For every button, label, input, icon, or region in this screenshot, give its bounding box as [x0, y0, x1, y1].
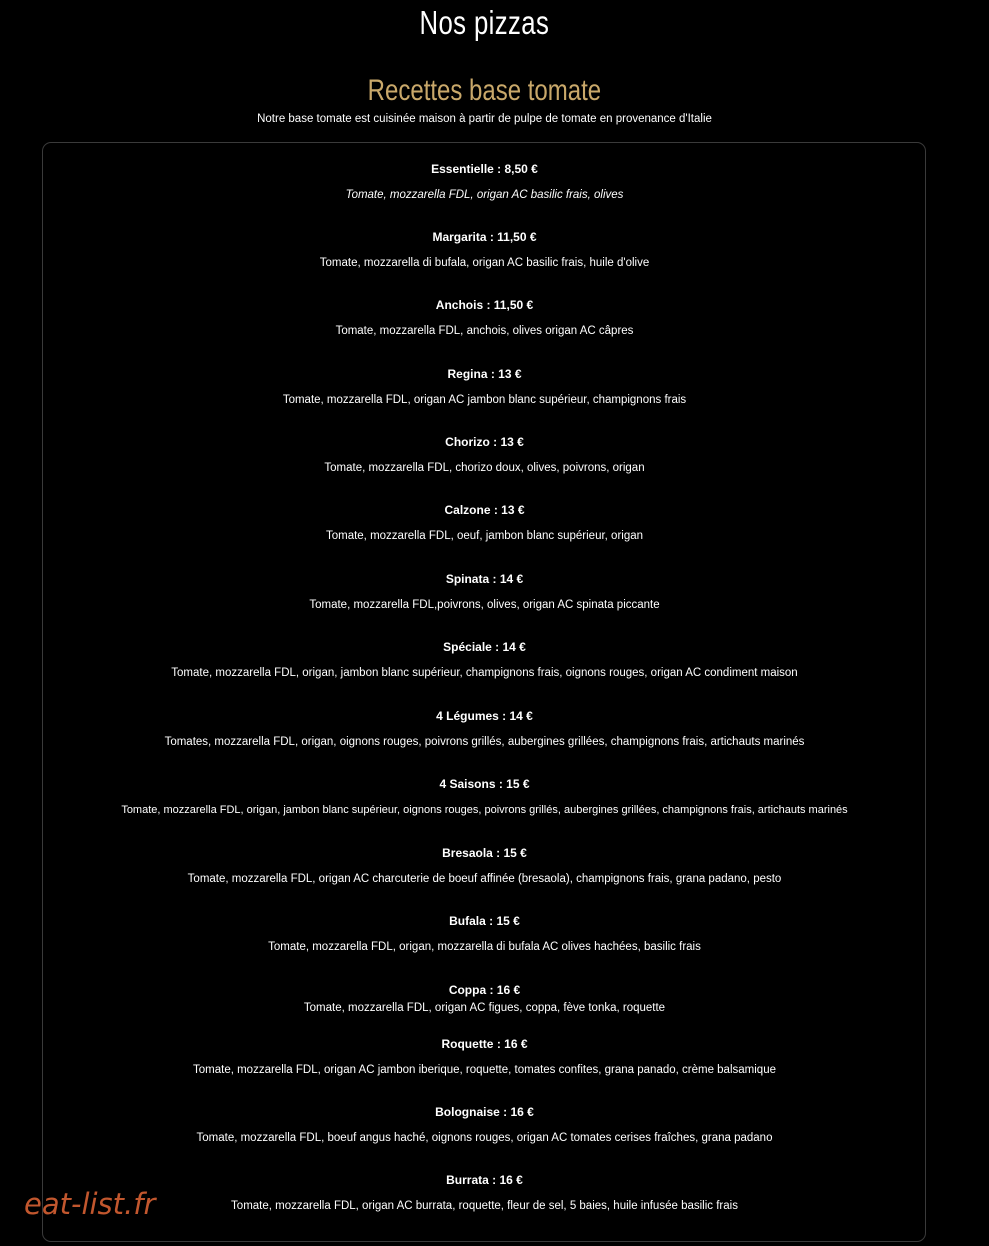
- menu-item-name: Spinata : 14 €: [445, 572, 524, 586]
- menu-item-description: Tomates, mozzarella FDL, origan, oignons rouges, poivrons grillés, aubergines grillées, champignons frais, artichauts marinés: [164, 736, 805, 748]
- menu-item-speciale: [0, 639, 969, 681]
- menu-item-description: Tomate, mozzarella FDL, boeuf angus haché, oignons rouges, origan AC tomates cerises fraîches, grana padano: [196, 1132, 773, 1144]
- menu-item-description: Tomate, mozzarella FDL, origan AC figues, coppa, fève tonka, roquette: [303, 1002, 666, 1014]
- menu-item-description: Tomate, mozzarella FDL, chorizo doux, olives, poivrons, origan: [324, 462, 645, 474]
- menu-item-description: Tomate, mozzarella FDL, anchois, olives origan AC câpres: [335, 325, 634, 337]
- section-subtitle: Notre base tomate est cuisinée maison à partir de pulpe de tomate en provenance d'Italie: [257, 113, 712, 125]
- menu-item-name: Anchois : 11,50 €: [435, 298, 534, 312]
- menu-item-spinata: [0, 571, 969, 613]
- menu-item-name: Chorizo : 13 €: [445, 435, 524, 449]
- watermark-logo: eat-list.fr: [24, 1187, 156, 1221]
- menu-item-name: Bufala : 15 €: [449, 914, 520, 928]
- menu-item-name: Bresaola : 15 €: [442, 846, 527, 860]
- menu-item-bufala: [0, 913, 969, 955]
- section-title: Recettes base tomate: [367, 74, 602, 107]
- menu-item-description: Tomate, mozzarella FDL, oeuf, jambon blanc supérieur, origan: [325, 530, 644, 542]
- menu-item-description: Tomate, mozzarella FDL,poivrons, olives, origan AC spinata piccante: [309, 599, 660, 611]
- menu-item-description: Tomate, mozzarella di bufala, origan AC basilic frais, huile d'olive: [319, 257, 650, 269]
- menu-item-name: Calzone : 13 €: [444, 503, 525, 517]
- menu-item-calzone: [0, 502, 969, 544]
- menu-item-description: Tomate, mozzarella FDL, origan AC jambon iberique, roquette, tomates confites, grana panado, crème balsamique: [193, 1064, 776, 1076]
- menu-item-regina: [0, 366, 969, 408]
- menu-item-margarita: [0, 229, 969, 271]
- menu-item-name: Coppa : 16 €: [448, 983, 521, 997]
- menu-item-description: Tomate, mozzarella FDL, origan AC jambon blanc supérieur, champignons frais: [282, 394, 687, 406]
- menu-item-name: 4 Saisons : 15 €: [439, 777, 530, 791]
- menu-item-name: Roquette : 16 €: [441, 1037, 528, 1051]
- menu-item-name: Margarita : 11,50 €: [432, 230, 537, 244]
- menu-item-bolognaise: [0, 1104, 969, 1146]
- menu-item-name: Burrata : 16 €: [446, 1173, 523, 1187]
- menu-item-description: Tomate, mozzarella FDL, origan, jambon blanc supérieur, champignons frais, oignons rouges, origan AC condiment maison: [171, 667, 798, 679]
- menu-item-description: Tomate, mozzarella FDL, origan AC charcuterie de boeuf affinée (bresaola), champignons frais, grana padano, pesto: [187, 873, 782, 885]
- menu-item-name: Spéciale : 14 €: [443, 640, 526, 654]
- menu-item-chorizo: [0, 434, 969, 476]
- menu-item-anchois: [0, 297, 969, 339]
- menu-item-description: Tomate, mozzarella FDL, origan AC burrata, roquette, fleur de sel, 5 baies, huile infusée basilic frais: [231, 1200, 738, 1212]
- page-title: Nos pizzas: [419, 4, 550, 41]
- menu-item-roquette: [0, 1036, 969, 1078]
- menu-item-name: Bolognaise : 16 €: [435, 1105, 534, 1119]
- menu-item-coppa: [0, 982, 969, 1016]
- menu-item-name: Regina : 13 €: [447, 367, 522, 381]
- menu-item-bresaola: [0, 845, 969, 887]
- menu-item-essentielle: [0, 161, 969, 203]
- menu-item-description: Tomate, mozzarella FDL, origan, mozzarella di bufala AC olives hachées, basilic frais: [268, 941, 701, 953]
- menu-item-name: Essentielle : 8,50 €: [431, 162, 538, 176]
- menu-item-description: Tomate, mozzarella FDL, origan AC basilic frais, olives: [345, 189, 624, 201]
- menu-item-4-legumes: [0, 708, 969, 750]
- menu-item-description: Tomate, mozzarella FDL, origan, jambon blanc supérieur, oignons rouges, poivrons grillés, aubergines grillées, champignons frais, artichauts marinés: [121, 804, 848, 816]
- menu-item-4-saisons: [0, 776, 969, 818]
- menu-item-name: 4 Légumes : 14 €: [436, 709, 533, 723]
